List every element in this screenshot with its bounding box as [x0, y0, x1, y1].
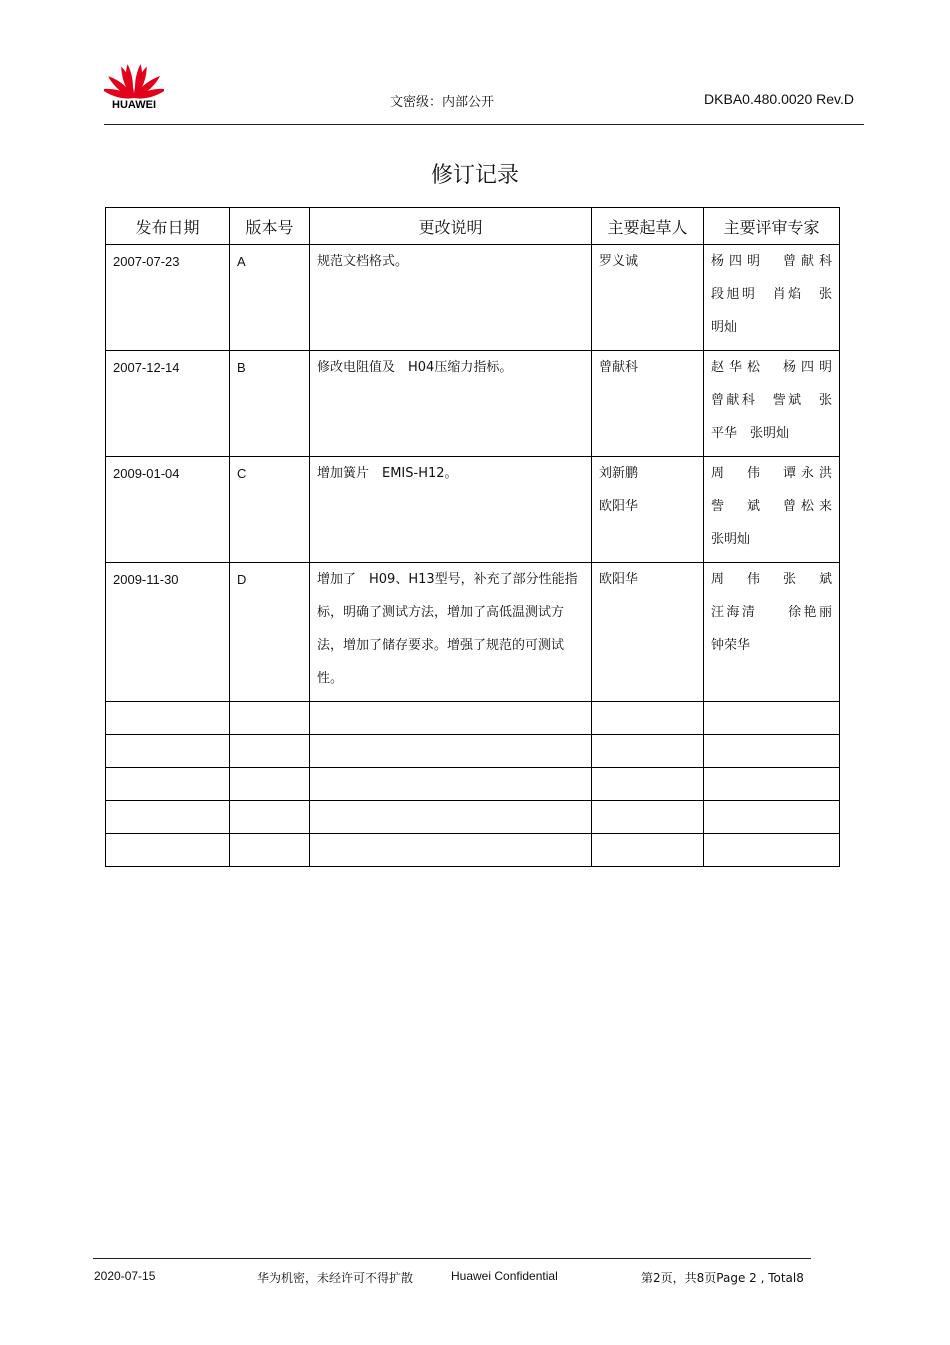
empty-cell	[106, 702, 230, 735]
document-number: DKBA0.480.0020 Rev.D	[704, 91, 854, 107]
footer-divider	[93, 1258, 811, 1259]
empty-cell	[592, 768, 704, 801]
cell-drafter: 刘新鹏 欧阳华	[592, 457, 704, 563]
cell-version: C	[230, 457, 310, 563]
empty-cell	[230, 768, 310, 801]
reviewer-line: 訾 斌 曾松来	[711, 499, 832, 514]
empty-table-row	[106, 768, 840, 801]
cell-date: 2007-12-14	[106, 351, 230, 457]
table-row	[106, 245, 840, 351]
huawei-petals-icon	[104, 58, 164, 100]
table-row	[106, 563, 840, 702]
cell-description: 规范文档格式。	[310, 245, 592, 351]
reviewer-line: 钟荣华	[711, 638, 751, 653]
empty-cell	[704, 834, 840, 867]
empty-cell	[310, 702, 592, 735]
cell-description: 增加簧片 EMIS-H12。	[310, 457, 592, 563]
cell-description: 修改电阻值及 H04压缩力指标。	[310, 351, 592, 457]
empty-cell	[592, 702, 704, 735]
footer-confidential-cn: 华为机密，未经许可不得扩散	[257, 1271, 414, 1285]
empty-cell	[592, 834, 704, 867]
empty-cell	[230, 735, 310, 768]
cell-date: 2009-11-30	[106, 563, 230, 702]
reviewer-line: 赵华松 杨四明	[711, 360, 832, 375]
empty-cell	[310, 735, 592, 768]
logo-text: HUAWEI	[112, 99, 156, 111]
reviewer-line: 曾献科 訾斌 张	[711, 393, 832, 408]
empty-table-row	[106, 801, 840, 834]
table-header-row	[106, 208, 840, 245]
empty-cell	[106, 834, 230, 867]
classification-label: 文密级：内部公开	[390, 95, 495, 110]
header-version: 版本号	[230, 208, 310, 245]
reviewer-line: 段旭明 肖焰 张	[711, 287, 832, 302]
empty-table-row	[106, 702, 840, 735]
table-row	[106, 351, 840, 457]
header-description: 更改说明	[310, 208, 592, 245]
footer-page-number: 第2页，共8页Page 2 , Total8	[641, 1271, 804, 1285]
reviewer-line: 周 伟 谭永洪	[711, 466, 832, 481]
empty-cell	[106, 768, 230, 801]
page-header	[104, 58, 864, 125]
cell-drafter: 罗义诚	[592, 245, 704, 351]
reviewer-line: 张明灿	[711, 532, 751, 547]
empty-table-row	[106, 735, 840, 768]
empty-cell	[230, 834, 310, 867]
empty-cell	[106, 801, 230, 834]
empty-cell	[310, 801, 592, 834]
cell-date: 2007-07-23	[106, 245, 230, 351]
cell-reviewers	[704, 245, 840, 351]
footer-confidential-en: Huawei Confidential	[451, 1269, 558, 1283]
cell-reviewers	[704, 563, 840, 702]
empty-cell	[310, 768, 592, 801]
empty-cell	[230, 702, 310, 735]
empty-cell	[230, 801, 310, 834]
cell-version: B	[230, 351, 310, 457]
header-date: 发布日期	[106, 208, 230, 245]
page-title: 修订记录	[430, 163, 519, 188]
cell-date: 2009-01-04	[106, 457, 230, 563]
cell-reviewers	[704, 351, 840, 457]
reviewer-line: 汪海清 徐艳丽	[711, 605, 832, 620]
cell-drafter: 曾献科	[592, 351, 704, 457]
empty-cell	[310, 834, 592, 867]
header-reviewers: 主要评审专家	[704, 208, 840, 245]
huawei-logo	[104, 58, 164, 114]
empty-cell	[704, 735, 840, 768]
empty-table-row	[106, 834, 840, 867]
cell-version: A	[230, 245, 310, 351]
table-row	[106, 457, 840, 563]
empty-cell	[592, 735, 704, 768]
reviewer-line: 明灿	[711, 320, 738, 335]
reviewer-line: 平华 张明灿	[711, 426, 790, 441]
header-drafter: 主要起草人	[592, 208, 704, 245]
cell-description: 增加了 H09、H13型号，补充了部分性能指标，明确了测试方法，增加了高低温测试方法，增加了储存要求。增强了规范的可测试性。	[310, 563, 592, 702]
footer-date: 2020-07-15	[94, 1269, 156, 1283]
empty-cell	[704, 768, 840, 801]
empty-cell	[704, 801, 840, 834]
revision-table	[105, 207, 840, 867]
reviewer-line: 周 伟 张 斌	[711, 572, 832, 587]
reviewer-line: 杨四明 曾献科	[711, 254, 832, 269]
empty-cell	[704, 702, 840, 735]
cell-drafter: 欧阳华	[592, 563, 704, 702]
cell-version: D	[230, 563, 310, 702]
empty-cell	[106, 735, 230, 768]
empty-cell	[592, 801, 704, 834]
cell-reviewers	[704, 457, 840, 563]
